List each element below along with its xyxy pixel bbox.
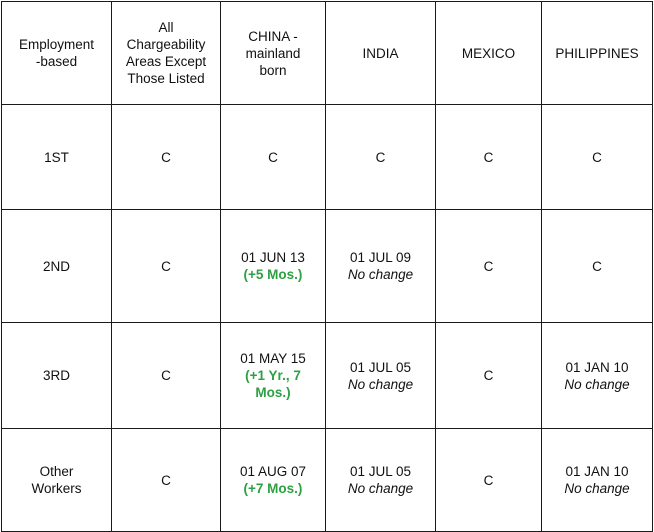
india-cell xyxy=(326,323,436,429)
all-areas-cell xyxy=(112,429,221,532)
cell-value: C xyxy=(483,472,494,488)
table-row xyxy=(2,323,653,429)
date-value: 01 JUL 05 xyxy=(349,359,412,375)
date-value: 01 JUN 13 xyxy=(241,250,305,265)
header-line: Employment xyxy=(18,37,95,52)
all-areas-cell xyxy=(112,210,221,323)
header-line: INDIA xyxy=(362,45,399,61)
cell-value: C xyxy=(483,258,494,274)
header-line: born xyxy=(259,62,287,78)
philippines-cell xyxy=(542,105,653,210)
mexico-cell xyxy=(436,210,542,323)
category-cell xyxy=(2,105,112,210)
philippines-cell xyxy=(542,210,653,323)
no-change-note: No change xyxy=(564,376,630,392)
advance-delta: (+1 Yr., 7 xyxy=(245,368,301,383)
no-change-note: No change xyxy=(347,376,414,392)
no-change-note: No change xyxy=(347,267,414,282)
visa-bulletin-table xyxy=(1,1,653,532)
advance-delta: (+5 Mos.) xyxy=(243,267,303,282)
cell-value: C xyxy=(268,149,278,165)
mexico-cell xyxy=(436,105,542,210)
no-change-note: No change xyxy=(347,481,414,496)
date-value: 01 JUL 05 xyxy=(349,464,412,479)
cell-value: C xyxy=(483,149,494,165)
header-line: All xyxy=(158,20,174,35)
cell-value: C xyxy=(161,368,171,383)
china-cell xyxy=(221,323,326,429)
header-line: PHILIPPINES xyxy=(555,45,639,61)
category-label: Workers xyxy=(31,481,82,496)
philippines-cell xyxy=(542,429,653,532)
header-line: -based xyxy=(35,54,78,69)
header-line: mainland xyxy=(245,45,301,61)
category-cell xyxy=(2,429,112,532)
date-value: 01 JAN 10 xyxy=(565,359,629,375)
header-row xyxy=(2,2,653,105)
date-value: 01 JAN 10 xyxy=(565,464,629,479)
header-line: Areas Except xyxy=(125,54,207,69)
cell-value: C xyxy=(161,472,171,488)
mexico-cell xyxy=(436,429,542,532)
cell-value: C xyxy=(161,149,171,165)
india-cell xyxy=(326,210,436,323)
date-value: 01 AUG 07 xyxy=(239,464,307,479)
philippines-cell xyxy=(542,323,653,429)
category-cell xyxy=(2,210,112,323)
table-row xyxy=(2,429,653,532)
category-label: 1ST xyxy=(44,149,69,165)
category-cell xyxy=(2,323,112,429)
cell-value: C xyxy=(592,149,602,165)
header-line: Those Listed xyxy=(127,71,205,86)
category-label: 2ND xyxy=(42,258,70,274)
advance-delta: (+7 Mos.) xyxy=(243,481,303,496)
cell-value: C xyxy=(375,149,386,165)
india-cell xyxy=(326,429,436,532)
category-label: 3RD xyxy=(42,368,70,383)
advance-delta: Mos.) xyxy=(255,385,291,400)
category-label: Other xyxy=(39,464,74,479)
date-value: 01 MAY 15 xyxy=(240,351,306,366)
header-china xyxy=(221,2,326,105)
header-india xyxy=(326,2,436,105)
no-change-note: No change xyxy=(564,481,630,496)
header-mexico xyxy=(436,2,542,105)
all-areas-cell xyxy=(112,323,221,429)
china-cell xyxy=(221,105,326,210)
header-all-chargeability xyxy=(112,2,221,105)
table-row xyxy=(2,105,653,210)
header-line: Chargeability xyxy=(126,37,206,52)
cell-value: C xyxy=(483,368,494,383)
india-cell xyxy=(326,105,436,210)
mexico-cell xyxy=(436,323,542,429)
cell-value: C xyxy=(592,258,602,274)
header-line: CHINA - xyxy=(248,28,298,44)
header-line: MEXICO xyxy=(461,45,516,61)
all-areas-cell xyxy=(112,105,221,210)
header-philippines xyxy=(542,2,653,105)
cell-value: C xyxy=(161,258,171,274)
date-value: 01 JUL 09 xyxy=(349,250,412,265)
china-cell xyxy=(221,429,326,532)
header-employment-based xyxy=(2,2,112,105)
china-cell xyxy=(221,210,326,323)
table-row xyxy=(2,210,653,323)
